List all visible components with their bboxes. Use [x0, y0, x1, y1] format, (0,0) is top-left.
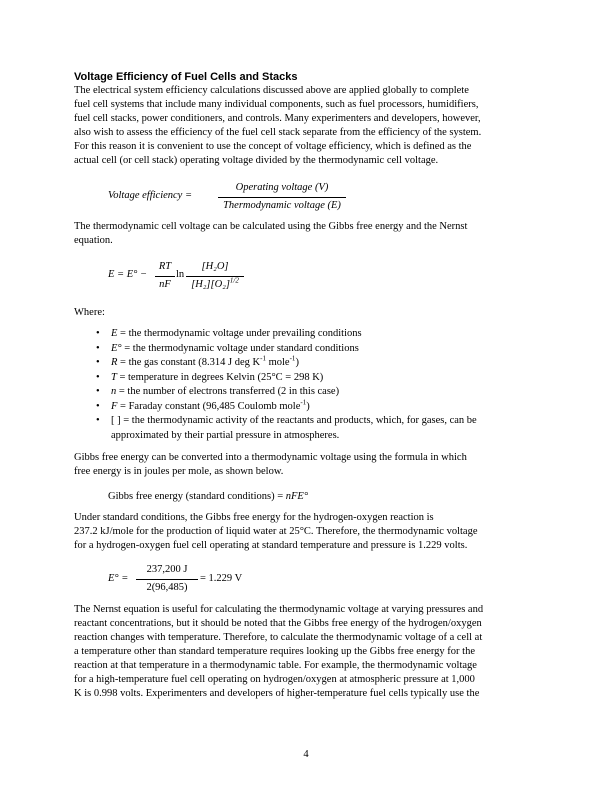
list-item [96, 400, 546, 415]
symbol: n [111, 386, 117, 397]
text-line: for a hydrogen-oxygen fuel cell operating at standard temperature and pressure is 1.229 volts. [74, 540, 468, 551]
definition: = the thermodynamic voltage under prevailing conditions [117, 328, 362, 339]
fraction-numerator: RT [158, 261, 172, 272]
symbol: E [111, 328, 118, 339]
bullet-icon: • [96, 371, 100, 383]
definition: [ ] = the thermodynamic activity of the reactants and products, which, for gases, can be [111, 415, 477, 426]
fraction-numerator: [H₂O] [201, 261, 229, 272]
bullet-icon: • [96, 415, 100, 426]
text-line: equation. [74, 235, 113, 246]
definition: approximated by their partial pressure in atmospheres. [111, 429, 340, 441]
equation-lhs: E° = [108, 573, 129, 584]
section-heading: Voltage Efficiency of Fuel Cells and Stacks [74, 71, 298, 83]
text-line: fuel cell systems that include many individual components, such as fuel processors, humidifiers, [74, 99, 479, 110]
text-line: actual cell (or cell stack) operating voltage divided by the thermodynamic cell voltage. [74, 155, 439, 166]
definition: = the gas constant (8.314 J deg K [117, 357, 261, 368]
text-line: 237.2 kJ/mole for the production of liquid water at 25°C. Therefore, the thermodynamic voltage [74, 526, 478, 537]
fraction-denominator: nF [159, 279, 171, 290]
formula-text: Gibbs free energy (standard conditions) = [108, 491, 286, 502]
definition: ) [295, 357, 299, 368]
bullet-icon: • [96, 357, 100, 368]
text-line: reactant concentrations, but it should be noted that the Gibbs free energy of the hydrogen/oxygen [74, 618, 482, 629]
bullet-icon: • [96, 400, 100, 412]
list-item [96, 342, 546, 357]
fraction [136, 563, 198, 595]
activity-denominator: [H₂][O₂] [191, 279, 230, 290]
fraction-bar [155, 276, 175, 277]
gibbs-formula [108, 490, 308, 504]
equation-lhs: E = E° − [108, 269, 148, 280]
definition: = temperature in degrees Kelvin (25°C = 298 K) [116, 371, 324, 383]
superscript: -1 [300, 398, 307, 406]
fraction-numerator: 237,200 J [146, 564, 188, 575]
nernst-temperature-paragraph [74, 603, 546, 701]
list-item [96, 356, 546, 371]
text-line: also wish to assess the efficiency of the fuel cell stack separate from the efficiency of the system. [74, 127, 482, 138]
formula-expression: nFE° [285, 491, 309, 502]
definition: ) [306, 400, 310, 412]
list-item [96, 327, 546, 342]
exponent: 1/2 [229, 276, 239, 285]
text-line: Under standard conditions, the Gibbs free energy for the hydrogen-oxygen reaction is [74, 512, 434, 523]
fraction-rt-nf [155, 260, 175, 292]
fraction-denominator: 2(96,485) [146, 582, 188, 593]
fraction-denominator [186, 278, 244, 292]
text-line: reaction changes with temperature. Therefore, to calculate the thermodynamic voltage of a cell at [74, 632, 483, 643]
ln-operator: ln [176, 269, 185, 280]
bullet-icon: • [96, 342, 100, 354]
fraction [218, 181, 346, 213]
definition: = the thermodynamic voltage under standard conditions [121, 342, 359, 354]
superscript: -1 [260, 354, 266, 363]
fraction-numerator: Operating voltage (V) [235, 182, 329, 193]
text-line: fuel cell stacks, power conditioners, and controls. Many experimenters and developers, however, [74, 113, 481, 124]
definition: = the number of electrons transferred (2 in this case) [116, 386, 340, 397]
text-line: The Nernst equation is useful for calculating the thermodynamic voltage at varying pressures and [74, 604, 484, 615]
fraction-denominator: Thermodynamic voltage (E) [223, 200, 341, 211]
gibbs-paragraph [74, 451, 546, 479]
list-item [96, 385, 546, 400]
list-item [96, 371, 546, 386]
bullet-icon: • [96, 328, 100, 339]
page-number: 4 [303, 749, 309, 760]
fraction-activity [186, 260, 244, 292]
equation-lhs: Voltage efficiency = [108, 190, 193, 201]
equation-rhs: = 1.229 V [200, 573, 243, 584]
definition: mole [265, 357, 290, 368]
text-line: for a high-temperature fuel cell operating on hydrogen/oxygen at atmospheric pressure at 1,000 [74, 674, 475, 685]
bullet-icon: • [96, 386, 100, 397]
where-label: Where: [74, 307, 105, 318]
text-line: For this reason it is convenient to use the concept of voltage efficiency, which is defined as the [74, 141, 472, 152]
text-line: The thermodynamic cell voltage can be calculated using the Gibbs free energy and the Nernst [74, 221, 468, 232]
symbol: E° [111, 342, 122, 354]
text-line: reaction at that temperature in a thermodynamic table. For example, the thermodynamic voltage [74, 660, 477, 671]
fraction-bar [136, 579, 198, 580]
symbol: F [111, 400, 118, 412]
text-line: free energy is in joules per mole, as shown below. [74, 466, 284, 477]
nernst-intro-paragraph [74, 220, 546, 248]
standard-conditions-paragraph [74, 511, 546, 553]
symbol: T [111, 371, 117, 383]
text-line: a temperature other than standard temperature requires looking up the Gibbs free energy for the [74, 646, 475, 657]
symbol: R [111, 357, 118, 368]
text-line: K is 0.998 volts. Experimenters and developers of higher-temperature fuel cells typically use the [74, 688, 480, 699]
definition: = Faraday constant (96,485 Coulomb mole [117, 400, 301, 412]
fraction-bar [218, 197, 346, 198]
definition-list [96, 327, 546, 443]
list-item [96, 414, 546, 443]
text-line: The electrical system efficiency calculations discussed above are applied globally to complete [74, 85, 469, 96]
text-line: Gibbs free energy can be converted into a thermodynamic voltage using the formula in which [74, 452, 467, 463]
superscript: -1 [289, 354, 296, 363]
intro-paragraph [74, 84, 546, 168]
